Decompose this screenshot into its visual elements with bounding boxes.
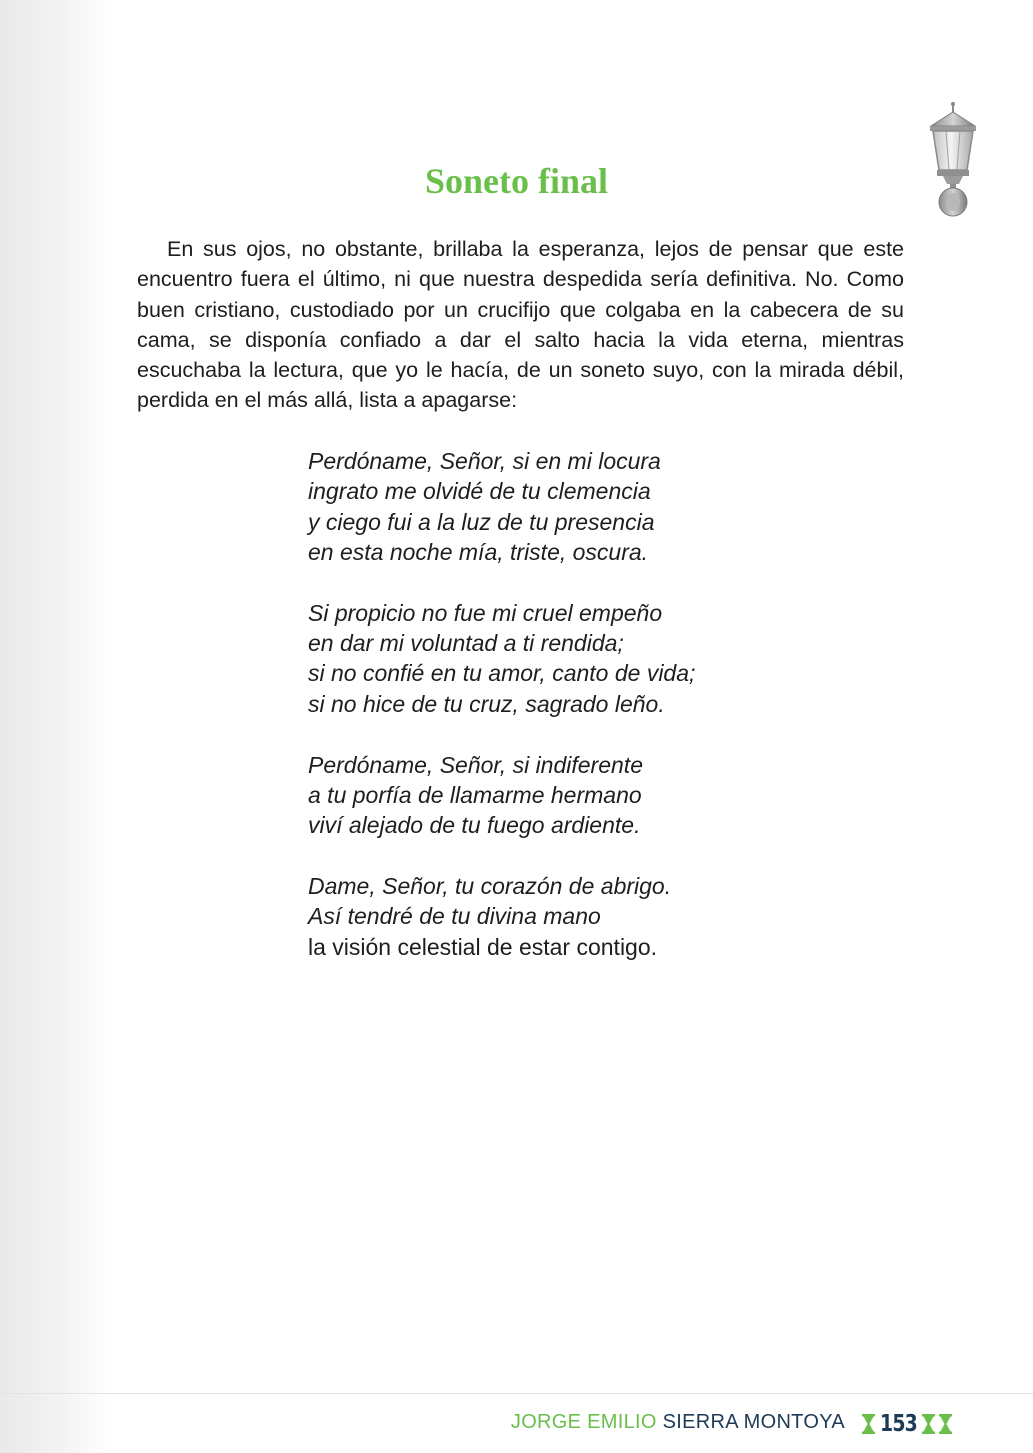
- poem-verse: ingrato me olvidé de tu clemencia: [308, 478, 651, 505]
- poem-verse: en esta noche mía, triste, oscura.: [308, 538, 649, 565]
- poem-verse: Perdóname, Señor, si en mi locura: [308, 448, 661, 474]
- author-first-name: JORGE EMILIO: [510, 1411, 657, 1433]
- poem-verse: a tu porfía de llamarme hermano: [308, 781, 642, 808]
- body-paragraph: [137, 234, 904, 416]
- body-paragraph-text: En sus ojos, no obstante, brillaba la esperanza, lejos de pensar que este encuentro fuera el último, ni que nuestra despedida sería definitiva. No. Como buen cristiano, custodiado por un crucifijo que colgaba en la cabecera de su cama, se disponía confiado a dar el salto hacia la vida eterna, mientras escuchaba la lectura, que yo le hacía, de un soneto suyo, con la mirada débil, perdida en el más allá, lista a apagarse:: [137, 237, 904, 413]
- poem-verse: Perdóname, Señor, si indiferente: [308, 751, 643, 778]
- footer-author: [511, 1411, 845, 1434]
- poem-stanza-1: [308, 446, 788, 567]
- poem-verse: viví alejado de tu fuego ardiente.: [308, 812, 641, 839]
- poem-verse: si no hice de tu cruz, sagrado leño.: [308, 690, 665, 717]
- poem-verse: Dame, Señor, tu corazón de abrigo.: [308, 873, 672, 900]
- page-title: Soneto final: [424, 161, 609, 201]
- poem: [308, 446, 788, 962]
- hourglass-icon: [939, 1414, 952, 1434]
- poem-verse: Así tendré de tu divina mano: [308, 903, 601, 930]
- footer-divider: [0, 1393, 1033, 1394]
- page-gutter-shadow: [0, 0, 110, 1453]
- poem-verse: en dar mi voluntad a ti rendida;: [308, 630, 624, 657]
- poem-verse: si no confié en tu amor, canto de vida;: [308, 660, 696, 687]
- poem-stanza-4: [308, 871, 788, 962]
- page-number-block: [862, 1409, 952, 1439]
- poem-stanza-3: [308, 750, 788, 841]
- poem-verse: Si propicio no fue mi cruel empeño: [308, 599, 663, 626]
- author-last-name: SIERRA MONTOYA: [662, 1411, 845, 1433]
- page-number: 153: [880, 1411, 917, 1437]
- poem-verse: la visión celestial de estar contigo.: [308, 933, 658, 960]
- hourglass-icon: [922, 1414, 935, 1434]
- hourglass-icon: [862, 1414, 875, 1434]
- poem-stanza-2: [308, 598, 788, 719]
- poem-verse: y ciego fui a la luz de tu presencia: [308, 508, 655, 535]
